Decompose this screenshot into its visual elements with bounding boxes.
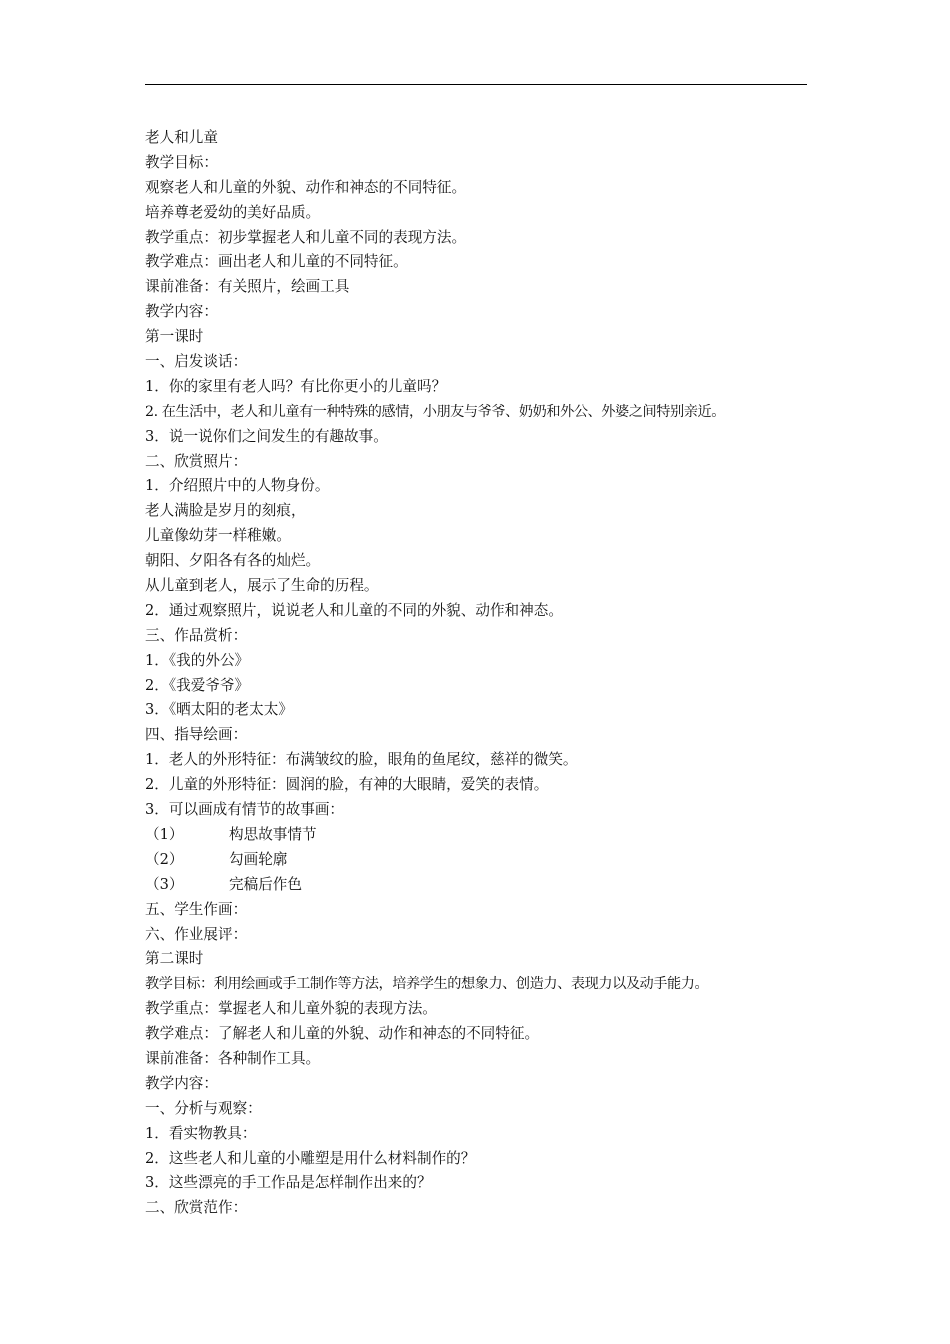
text-line: 四、指导绘画：: [145, 726, 248, 744]
text-line: 2．儿童的外形特征：圆润的脸，有神的大眼睛，爱笑的表情。: [145, 776, 549, 794]
text-line: 儿童像幼芽一样稚嫩。: [145, 527, 291, 545]
text-line: 三、作品赏析：: [145, 626, 248, 644]
text-line: 2．这些老人和儿童的小雕塑是用什么材料制作的？: [145, 1149, 476, 1167]
header-rule: [145, 84, 807, 85]
text-line: 2．通过观察照片，说说老人和儿童的不同的外貌、动作和神态。: [145, 601, 563, 619]
text-line: 3．这些漂亮的手工作品是怎样制作出来的？: [145, 1174, 432, 1192]
text-line: 教学目标：利用绘画或手工制作等方法，培养学生的想象力、创造力、表现力以及动手能力。: [145, 976, 709, 993]
step-text: 勾画轮廓: [229, 850, 288, 868]
text-line: 教学难点：画出老人和儿童的不同特征。: [145, 253, 408, 271]
text-line: 1．介绍照片中的人物身份。: [145, 477, 330, 495]
text-line: 老人满脸是岁月的刻痕，: [145, 502, 306, 520]
text-line: 观察老人和儿童的外貌、动作和神态的不同特征。: [145, 178, 467, 196]
step-item: [145, 823, 825, 848]
text-line: 1．老人的外形特征：布满皱纹的脸，眼角的鱼尾纹，慈祥的微笑。: [145, 751, 578, 769]
step-number: （2）: [145, 850, 184, 868]
step-text: 完稿后作色: [229, 875, 302, 893]
section-heading: 第一课时: [145, 328, 204, 346]
text-line: 1．你的家里有老人吗？有比你更小的儿童吗？: [145, 377, 447, 395]
text-line: 教学重点：初步掌握老人和儿童不同的表现方法。: [145, 228, 467, 246]
text-line: 课前准备：有关照片，绘画工具: [145, 278, 350, 296]
text-line: 二、欣赏范作：: [145, 1199, 248, 1217]
text-line: 3．《晒太阳的老太太》: [145, 701, 293, 719]
text-line: 教学目标：: [145, 153, 218, 171]
step-item: [145, 848, 825, 873]
text-line: 朝阳、夕阳各有各的灿烂。: [145, 552, 321, 570]
text-line: 2．《我爱爷爷》: [145, 676, 250, 694]
text-line: 六、作业展评：: [145, 925, 248, 943]
text-line: 一、分析与观察：: [145, 1099, 262, 1117]
text-line: 3．可以画成有情节的故事画：: [145, 801, 345, 819]
step-number: （3）: [145, 875, 184, 893]
step-number: （1）: [145, 825, 184, 843]
step-item: [145, 873, 825, 898]
text-line: 教学内容：: [145, 303, 218, 321]
section-heading: 第二课时: [145, 950, 204, 968]
text-line: 教学内容：: [145, 1074, 218, 1092]
text-line: 二、欣赏照片：: [145, 452, 248, 470]
text-line: 五、学生作画：: [145, 900, 248, 918]
step-text: 构思故事情节: [229, 825, 317, 843]
text-line: 从儿童到老人，展示了生命的历程。: [145, 577, 379, 595]
text-line: 教学重点：掌握老人和儿童外貌的表现方法。: [145, 1000, 437, 1018]
text-line: 1．看实物教具：: [145, 1124, 257, 1142]
document-title: 老人和儿童: [145, 129, 218, 146]
text-line: 3．说一说你们之间发生的有趣故事。: [145, 427, 388, 445]
text-line: 一、启发谈话：: [145, 353, 248, 371]
text-line: 教学难点：了解老人和儿童的外貌、动作和神态的不同特征。: [145, 1025, 540, 1043]
text-line: 1．《我的外公》: [145, 651, 250, 669]
text-line: 培养尊老爱幼的美好品质。: [145, 203, 321, 221]
text-line: 2. 在生活中，老人和儿童有一种特殊的感情，小朋友与爷爷、奶奶和外公、外婆之间特别亲近。: [145, 403, 725, 420]
document-body: [145, 126, 825, 1221]
text-line: 课前准备：各种制作工具。: [145, 1049, 321, 1067]
